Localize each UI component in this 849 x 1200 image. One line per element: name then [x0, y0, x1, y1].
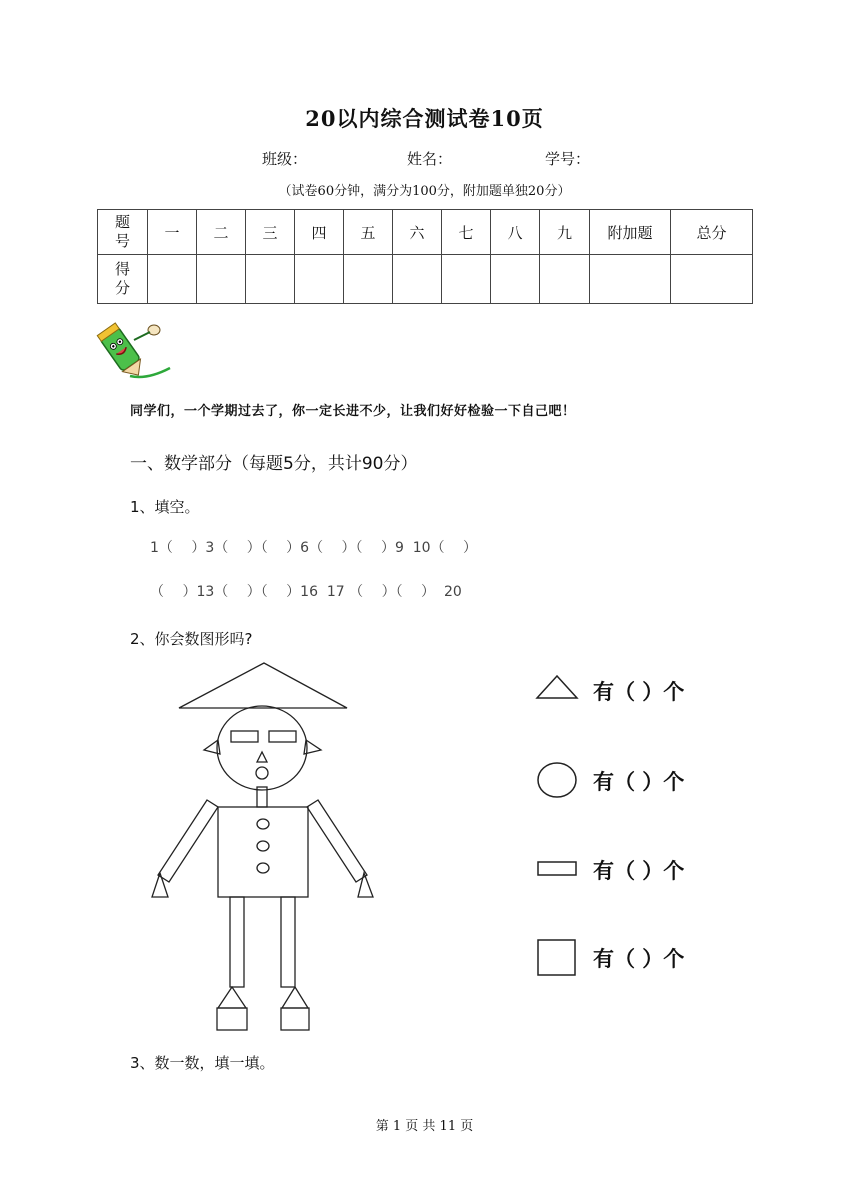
question-1-label: 1、填空。: [130, 498, 200, 516]
col-header: 六: [393, 210, 442, 255]
right-foot-triangle: [282, 987, 308, 1008]
score-cell[interactable]: [295, 255, 344, 304]
score-row: [98, 255, 753, 304]
col-header: 附加题: [590, 210, 671, 255]
score-cell[interactable]: [344, 255, 393, 304]
legend-row-triangle: [535, 670, 735, 710]
score-cell[interactable]: [671, 255, 753, 304]
score-cell[interactable]: [442, 255, 491, 304]
right-eye-rectangle: [269, 731, 296, 742]
score-cell[interactable]: [540, 255, 590, 304]
question-2-label: 2、你会数图形吗?: [130, 630, 253, 648]
score-cell[interactable]: [197, 255, 246, 304]
button-circle-1: [257, 819, 269, 829]
circle-count-text: 有（ ）个: [593, 770, 685, 794]
col-header: 九: [540, 210, 590, 255]
body-square: [218, 807, 308, 897]
right-leg-rectangle: [281, 897, 295, 987]
name-label: 姓名：: [407, 150, 453, 168]
legend-row-square: [535, 937, 735, 977]
triangle-icon: [535, 670, 579, 710]
score-cell[interactable]: [148, 255, 197, 304]
button-circle-2: [257, 841, 269, 851]
page-title: 20以内综合测试卷10页: [305, 106, 544, 131]
score-table: [97, 209, 753, 304]
hat-triangle: [179, 663, 347, 708]
right-hand-triangle: [358, 873, 373, 897]
class-label: 班级：: [262, 150, 308, 168]
score-cell[interactable]: [246, 255, 295, 304]
question-number-row: [98, 210, 753, 255]
col-header: 五: [344, 210, 393, 255]
pencil-mascot-icon: [92, 318, 172, 382]
score-label: 得 分: [98, 255, 148, 304]
col-header: 总分: [671, 210, 753, 255]
col-header: 一: [148, 210, 197, 255]
left-arm-rectangle: [158, 800, 218, 882]
col-header: 二: [197, 210, 246, 255]
col-header: 四: [295, 210, 344, 255]
page-footer: 第 1 页 共 11 页: [375, 1119, 474, 1134]
legend-row-circle: [535, 760, 735, 800]
rectangle-count-text: 有（ ）个: [593, 859, 685, 883]
col-header: 八: [491, 210, 540, 255]
mouth-circle: [256, 767, 268, 779]
nose-triangle: [257, 752, 267, 762]
student-id-label: 学号：: [545, 150, 591, 168]
square-icon: [535, 937, 579, 977]
button-circle-3: [257, 863, 269, 873]
col-header: 七: [442, 210, 491, 255]
number-sequence-line-2: （ ）13（ ）（ ）16 17 （ ）（ ） 20: [150, 584, 462, 600]
score-cell[interactable]: [590, 255, 671, 304]
legend-row-rectangle: [535, 849, 735, 889]
shape-robot-figure: [140, 660, 380, 1040]
head-circle: [217, 706, 307, 790]
right-arm-rectangle: [307, 800, 367, 882]
square-count-text: 有（ ）个: [593, 947, 685, 971]
triangle-count-text: 有（ ）个: [593, 680, 685, 704]
number-sequence-line-1: 1（ ）3（ ）（ ）6（ ）（ ）9 10（ ）: [150, 540, 478, 556]
question-number-label: 题 号: [98, 210, 148, 255]
left-foot-triangle: [218, 987, 246, 1008]
score-cell[interactable]: [491, 255, 540, 304]
section-title: 一、数学部分（每题5分，共计90分）: [130, 454, 418, 474]
left-leg-rectangle: [230, 897, 244, 987]
circle-icon: [535, 760, 579, 800]
right-foot-square: [281, 1008, 309, 1030]
exam-note: （试卷60分钟，满分为100分，附加题单独20分）: [278, 184, 571, 199]
left-foot-square: [217, 1008, 247, 1030]
rectangle-icon: [535, 849, 579, 889]
score-cell[interactable]: [393, 255, 442, 304]
left-eye-rectangle: [231, 731, 258, 742]
col-header: 三: [246, 210, 295, 255]
greeting-text: 同学们，一个学期过去了，你一定长进不少，让我们好好检验一下自己吧！: [130, 404, 576, 419]
question-3-label: 3、数一数，填一填。: [130, 1054, 275, 1072]
